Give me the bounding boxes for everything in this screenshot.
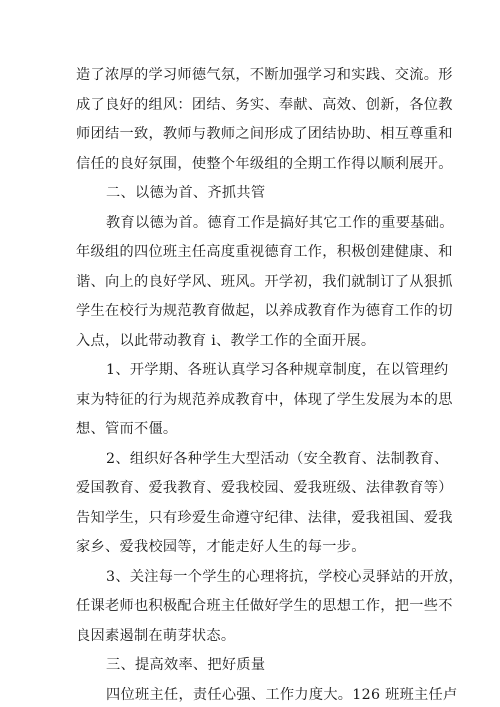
paragraph-line: 学生在校行为规范教育做起，以养成教育作为德育工作的切 [76, 303, 453, 319]
paragraph-line: 年级组的四位班主任高度重视德育工作，积极创建健康、和 [76, 244, 453, 260]
paragraph-line: 良因素遏制在萌芽状态。 [76, 628, 236, 644]
paragraph-line: 1、开学期、各班认真学习各种规章制度，在以管理约 [106, 362, 449, 378]
section-heading: 二、以德为首、齐抓共管 [106, 185, 266, 201]
paragraph-line: 想、管而不僵。 [76, 421, 178, 437]
paragraph-line: 造了浓厚的学习师德气氛，不断加强学习和实践、交流。形 [76, 67, 453, 83]
paragraph-line: 任课老师也积极配合班主任做好学生的思想工作，把一些不 [76, 598, 453, 614]
paragraph-line: 教育以德为首。德育工作是搞好其它工作的重要基础。 [106, 215, 454, 231]
paragraph-line: 师团结一致，教师与教师之间形成了团结协助、相互尊重和 [76, 126, 453, 142]
paragraph-line: 家乡、爱我校园等，才能走好人生的每一步。 [76, 539, 366, 555]
paragraph-line: 2、组织好各种学生大型活动（安全教育、法制教育、 [106, 451, 449, 467]
paragraph-line: 成了良好的组风：团结、务实、奉献、高效、创新，各位教 [76, 97, 453, 113]
paragraph-line: 告知学生，只有珍爱生命遵守纪律、法律，爱我祖国、爱我 [76, 510, 453, 526]
paragraph-line: 爱国教育、爱我教育、爱我校园、爱我班级、法律教育等） [76, 480, 453, 496]
paragraph-line: 3、关注每一个学生的心理将抗，学校心灵驿站的开放， [106, 569, 464, 585]
paragraph-line: 束为特征的行为规范养成教育中，体现了学生发展为本的思 [76, 392, 453, 408]
paragraph-line: 四位班主任，责任心强、工作力度大。126 班班主任卢 [106, 687, 458, 703]
paragraph-line: 入点，以此带动教育 i、教学工作的全面开展。 [76, 333, 376, 349]
section-heading: 三、提高效率、把好质量 [106, 657, 266, 673]
paragraph-line: 谐、向上的良好学风、班风。开学初，我们就制订了从狠抓 [76, 274, 453, 290]
paragraph-line: 信任的良好氛围，使整个年级组的全期工作得以顺利展开。 [76, 156, 453, 172]
